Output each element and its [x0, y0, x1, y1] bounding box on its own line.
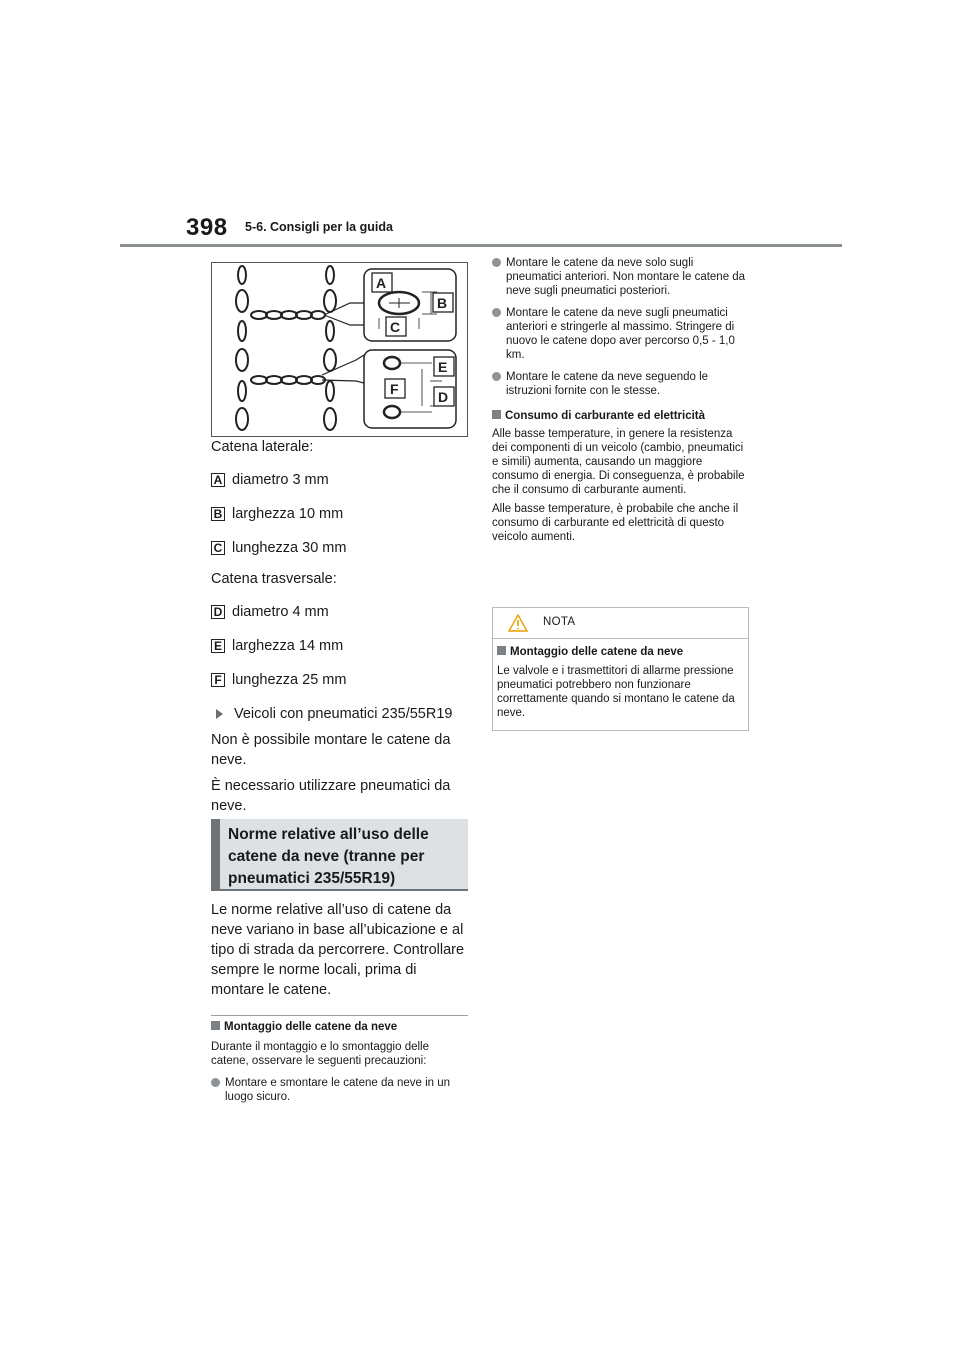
- nota-header: [493, 608, 748, 639]
- right-bullet-1: Montare le catene da neve solo sugli pneumatici anteriori. Non montare le catene da neve sugli pneumatici posteriori.: [506, 257, 746, 297]
- mounting-bullet-1: Montare e smontare le catene da neve in un luogo sicuro.: [225, 1077, 451, 1103]
- bullet-dot-icon: [492, 258, 501, 267]
- spec-item-b: [211, 504, 469, 524]
- bullet-dot-icon: [492, 372, 501, 381]
- svg-text:C: C: [390, 319, 401, 335]
- header-rule: [120, 244, 842, 247]
- mounting-section: [211, 1020, 469, 1104]
- consumption-heading-text: Consumo di carburante ed elettricità: [505, 410, 706, 422]
- spec-f-text: lunghezza 25 mm: [232, 672, 347, 688]
- norms-heading: Norme relative all’uso delle catene da neve (tranne per pneumatici 235/55R19): [211, 819, 468, 891]
- svg-text:F: F: [390, 381, 399, 397]
- consumption-heading: [492, 409, 754, 424]
- spec-item-f: [211, 670, 469, 690]
- nota-text: Le valvole e i trasmettitori di allarme pressione pneumatici potrebbero non funzionare correttamente quando si montano le catene da neve.: [497, 665, 735, 719]
- svg-text:D: D: [438, 389, 449, 405]
- nota-body: [493, 639, 748, 720]
- svg-text:B: B: [437, 295, 448, 311]
- list-item: [211, 1076, 463, 1104]
- letter-f-label: F: [211, 673, 225, 687]
- spec-list: [211, 437, 469, 816]
- snow-chain-illustration: [212, 263, 467, 436]
- letter-d-label: D: [211, 605, 225, 619]
- vehicle-note-1: Non è possibile montare le catene da neve.: [211, 732, 451, 768]
- list-item: [492, 256, 750, 298]
- spec-a-text: diametro 3 mm: [232, 472, 329, 488]
- consumption-paragraph-1: Alle basse temperature, in genere la resistenza dei componenti di un veicolo (cambio, pneumatici e simili) aumenta, causando un maggiore consumo di energia. Di conseguenza, è probabile che il consumo di carburante aumenti.: [492, 428, 745, 496]
- spec-d-text: diametro 4 mm: [232, 604, 329, 620]
- spec-item-d: [211, 602, 469, 622]
- cross-chain-title: Catena trasversale:: [211, 571, 337, 587]
- spec-e-text: larghezza 14 mm: [232, 638, 344, 654]
- mounting-heading: [211, 1020, 469, 1035]
- letter-a-label: A: [211, 473, 225, 487]
- square-bullet-icon: [211, 1021, 220, 1030]
- svg-text:A: A: [376, 275, 387, 291]
- letter-c-label: C: [211, 541, 225, 555]
- nota-label: NOTA: [543, 616, 576, 628]
- nota-heading-text: Montaggio delle catene da neve: [510, 646, 684, 658]
- mounting-intro: Durante il montaggio e lo smontaggio delle catene, osservare le seguenti precauzioni:: [211, 1041, 429, 1067]
- consumption-paragraph-2: Alle basse temperature, è probabile che anche il consumo di carburante ed elettricità di questo veicolo aumenti.: [492, 503, 739, 543]
- right-bullet-2: Montare le catene da neve sugli pneumatici anteriori e stringerle al massimo. Stringere di nuovo le catene dopo aver percorso 0,5 - 1,0 km.: [506, 307, 735, 361]
- nota-heading: [497, 645, 744, 660]
- bullet-dot-icon: [492, 308, 501, 317]
- right-column: [492, 256, 754, 544]
- spec-b-text: larghezza 10 mm: [232, 506, 344, 522]
- bullet-dot-icon: [211, 1078, 220, 1087]
- page-number: 398: [186, 214, 228, 241]
- list-item: [492, 306, 750, 362]
- spec-item-e: [211, 636, 469, 656]
- spec-item-a: [211, 470, 469, 490]
- snow-chain-diagram: [211, 262, 468, 437]
- vehicle-item-text: Veicoli con pneumatici 235/55R19: [234, 706, 453, 722]
- vehicle-item: [211, 704, 469, 724]
- square-bullet-icon: [497, 646, 506, 655]
- warning-triangle-icon: [507, 613, 529, 633]
- section-title: 5-6. Consigli per la guida: [245, 220, 393, 234]
- svg-text:E: E: [438, 359, 448, 375]
- right-bullet-3: Montare le catene da neve seguendo le istruzioni fornite con le stesse.: [506, 371, 709, 397]
- spec-item-c: [211, 538, 469, 558]
- spec-c-text: lunghezza 30 mm: [232, 540, 347, 556]
- side-chain-title: Catena laterale:: [211, 439, 314, 455]
- mounting-heading-text: Montaggio delle catene da neve: [224, 1021, 398, 1033]
- norms-paragraph: Le norme relative all’uso di catene da neve variano in base all’ubicazione e al tipo di strada da percorrere. Controllare sempre le norme locali, prima di montare le catene.: [211, 902, 465, 998]
- vehicle-note-2: È necessario utilizzare pneumatici da neve.: [211, 778, 451, 814]
- nota-box: [492, 607, 749, 731]
- square-bullet-icon: [492, 410, 501, 419]
- letter-b-label: B: [211, 507, 225, 521]
- section-divider: [211, 1015, 468, 1016]
- list-item: [492, 370, 750, 398]
- triangle-arrow-icon: [215, 704, 225, 724]
- letter-e-label: E: [211, 639, 225, 653]
